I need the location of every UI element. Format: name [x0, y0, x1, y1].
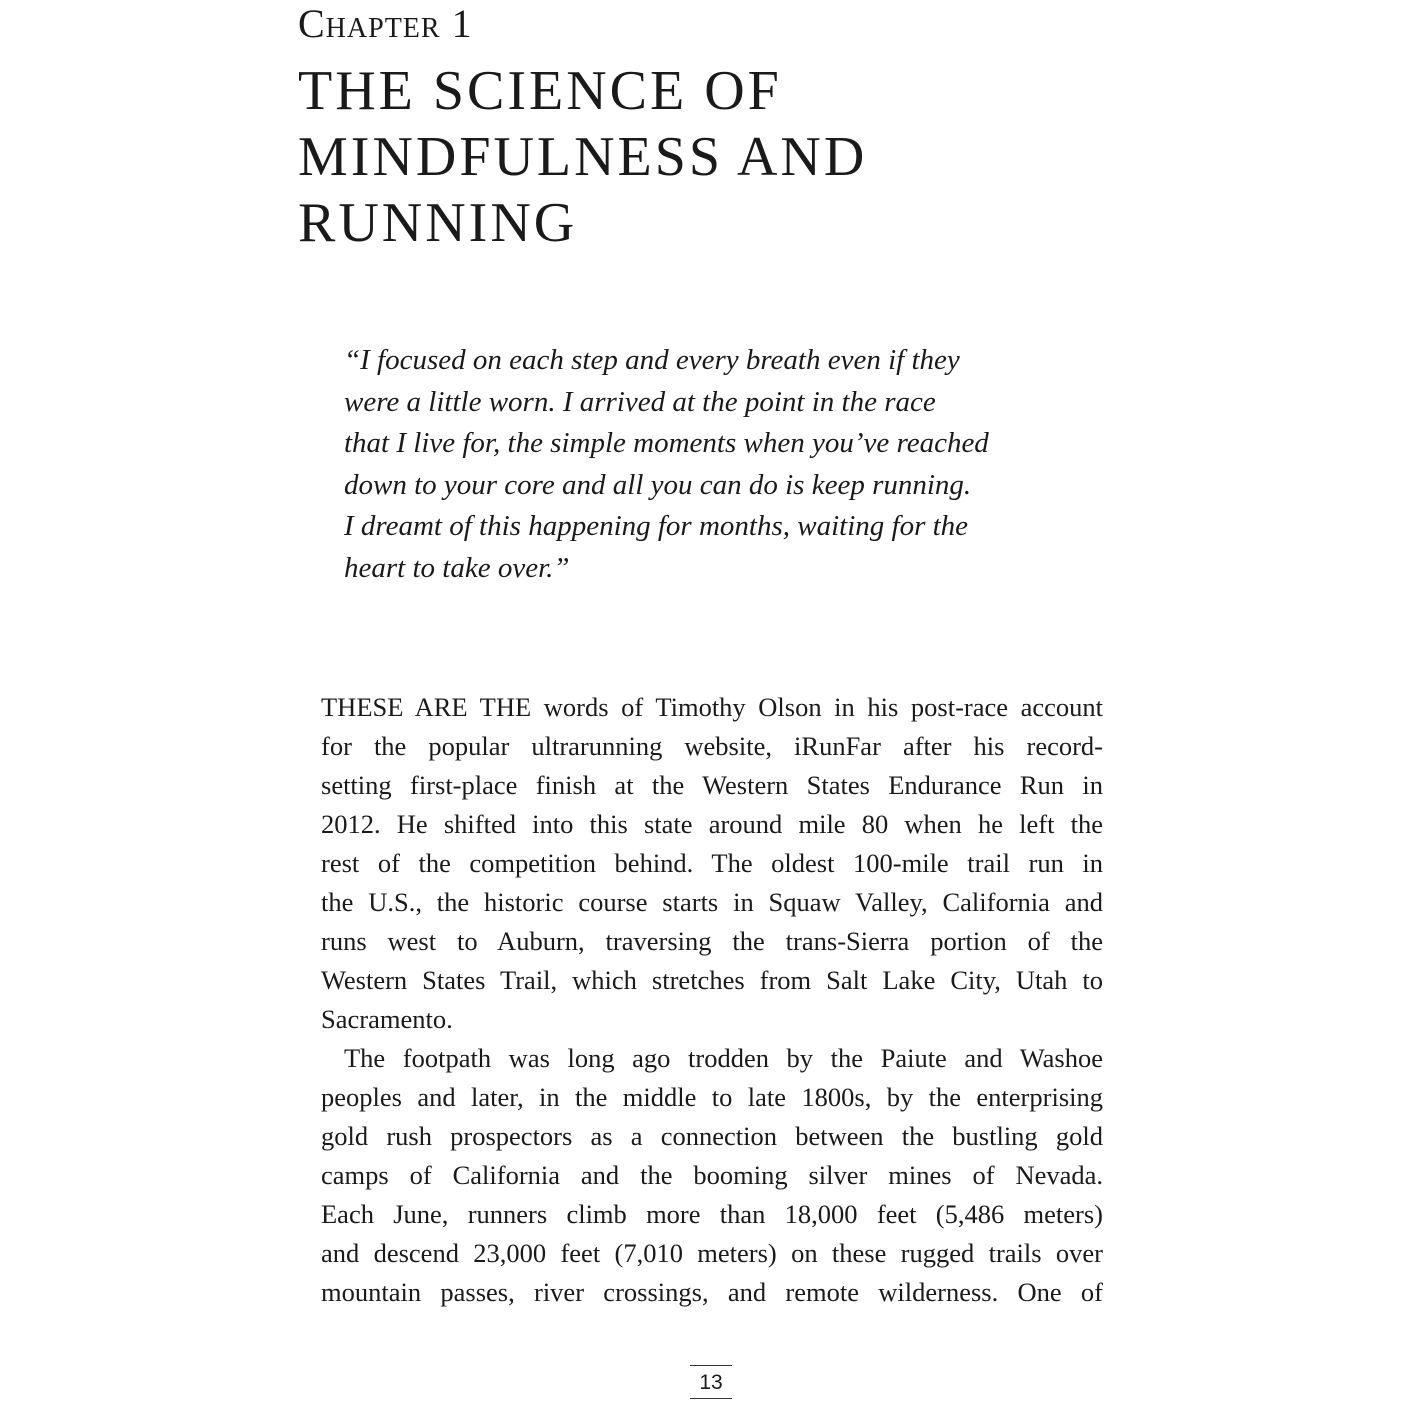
- body-line: 2012. He shifted into this state around mile 80 when he left the: [321, 809, 1103, 839]
- page-number-rule: [690, 1398, 732, 1399]
- body-line: the U.S., the historic course starts in Squaw Valley, California and: [321, 887, 1103, 917]
- epigraph-line: I dreamt of this happening for months, waiting for the: [344, 510, 969, 543]
- body-line: and descend 23,000 feet (7,010 meters) on these rugged trails over: [321, 1238, 1103, 1268]
- body-line: setting first-place finish at the Western States Endurance Run in: [321, 770, 1103, 800]
- chapter-title-line: THE SCIENCE OF: [298, 60, 782, 122]
- body-text: [321, 688, 1103, 1312]
- chapter-title-line: RUNNING: [298, 192, 578, 254]
- body-line: Each June, runners climb more than 18,000 feet (5,486 meters): [321, 1199, 1103, 1229]
- body-line: for the popular ultrarunning website, iRunFar after his record-: [321, 731, 1103, 761]
- body-line: gold rush prospectors as a connection between the bustling gold: [321, 1121, 1103, 1151]
- chapter-label: Chapter 1: [298, 1, 473, 46]
- chapter-title-line: MINDFULNESS AND: [298, 126, 868, 188]
- body-line: camps of California and the booming silver mines of Nevada.: [321, 1160, 1103, 1190]
- body-paragraph: [321, 1039, 1103, 1312]
- epigraph-line: down to your core and all you can do is keep running.: [344, 468, 972, 501]
- chapter-title: [298, 58, 998, 256]
- body-line: Western States Trail, which stretches from Salt Lake City, Utah to: [321, 965, 1103, 995]
- page-number-rule: [690, 1365, 732, 1366]
- body-line: peoples and later, in the middle to late 1800s, by the enterprising: [321, 1082, 1103, 1112]
- epigraph-line: that I live for, the simple moments when you’ve reached: [344, 427, 989, 460]
- body-line: rest of the competition behind. The oldest 100-mile trail run in: [321, 848, 1103, 878]
- epigraph-line: heart to take over.”: [344, 551, 570, 584]
- body-line: mountain passes, river crossings, and remote wilderness. One of: [321, 1277, 1103, 1307]
- body-line: Sacramento.: [321, 1004, 453, 1034]
- epigraph-line: were a little worn. I arrived at the point in the race: [344, 385, 936, 418]
- body-paragraph: [321, 688, 1103, 1039]
- body-line: The footpath was long ago trodden by the Paiute and Washoe: [344, 1043, 1103, 1073]
- body-line: THESE ARE THE words of Timothy Olson in his post-race account: [321, 692, 1103, 722]
- page-number: 13: [699, 1371, 723, 1394]
- epigraph-quote: [344, 340, 1104, 590]
- epigraph-line: “I focused on each step and every breath even if they: [344, 344, 960, 376]
- body-line: runs west to Auburn, traversing the trans-Sierra portion of the: [321, 926, 1103, 956]
